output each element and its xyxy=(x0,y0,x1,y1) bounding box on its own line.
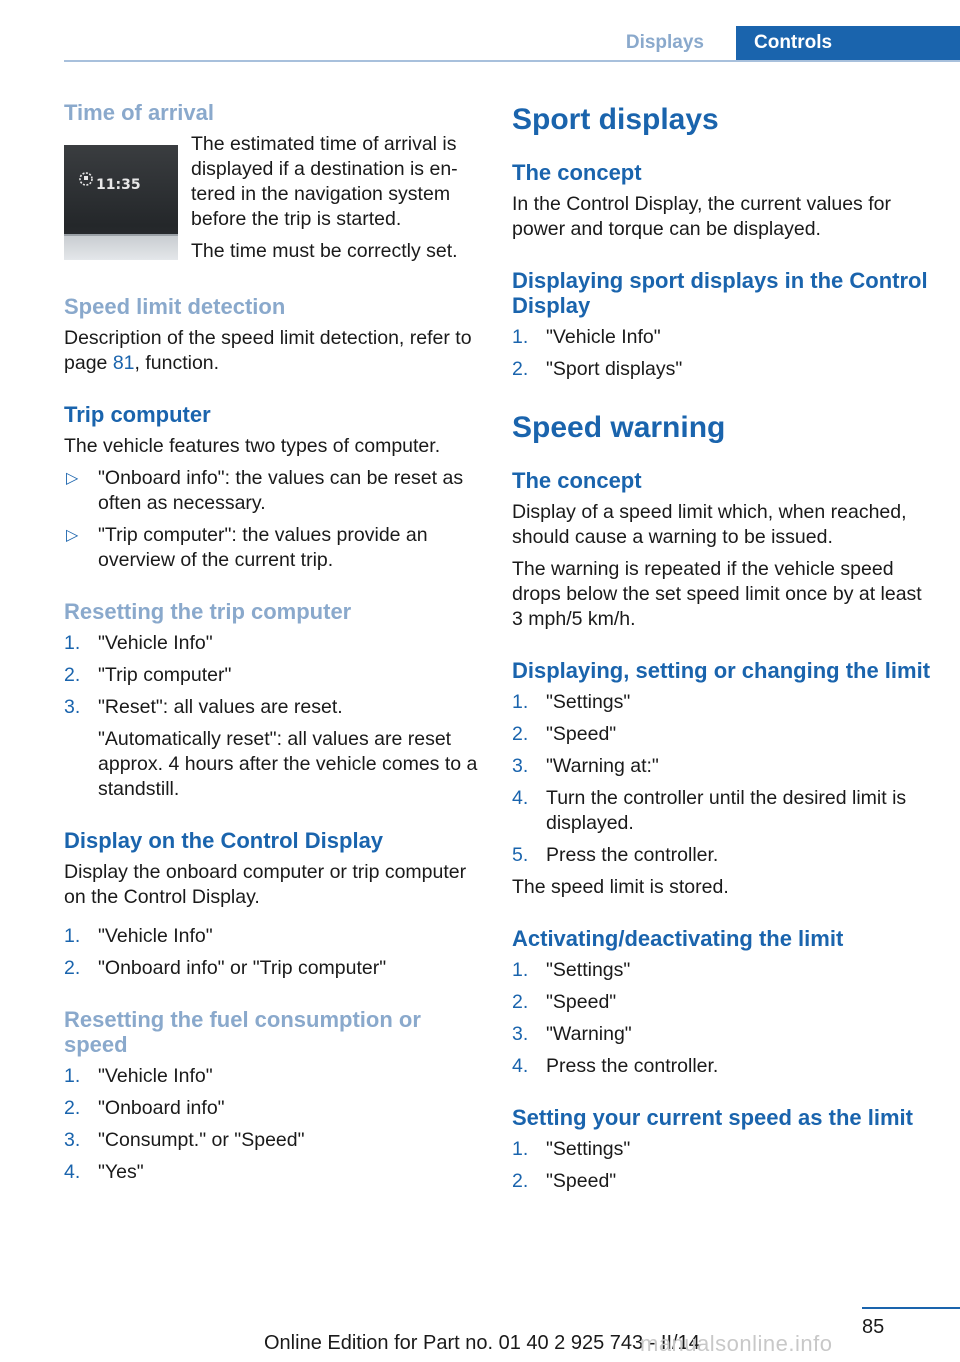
list-item xyxy=(64,1064,484,1089)
list-item-text: Turn the controller until the desired limit is displayed. xyxy=(546,787,907,834)
step-number: 3. xyxy=(512,1023,529,1045)
trip-computer-heading: Trip computer xyxy=(64,402,211,427)
step-number: 4. xyxy=(512,1055,529,1077)
page-header xyxy=(0,0,960,64)
resetting-trip-computer-heading: Resetting the trip computer xyxy=(64,599,352,624)
current-speed-limit-heading: Setting your current speed as the limit xyxy=(512,1105,913,1130)
list-item-text: "Speed" xyxy=(546,723,617,745)
list-item xyxy=(512,1022,932,1047)
step-number: 1. xyxy=(64,632,81,654)
speed-limit-text-b: , function. xyxy=(134,352,220,374)
list-item-text: "Warning" xyxy=(546,1023,632,1045)
section-tab-displays[interactable]: Displays xyxy=(625,32,704,53)
footer-rule xyxy=(862,1307,960,1309)
step-number: 4. xyxy=(512,787,529,809)
list-item xyxy=(64,523,484,573)
step-number: 1. xyxy=(64,925,81,947)
header-rule xyxy=(64,60,960,62)
step-number: 2. xyxy=(512,358,529,380)
list-item xyxy=(64,466,484,516)
current-speed-limit-steps xyxy=(512,1137,932,1194)
list-item xyxy=(512,786,932,836)
speed-limit-text-a: Description of the speed limit detection, refer to page xyxy=(64,327,472,374)
arrival-paragraph-1: The estimated time of arrival is displayed if a destination is en-tered in the navigation system before the trip is started. xyxy=(191,133,458,230)
time-of-arrival-heading: Time of arrival xyxy=(64,100,214,125)
page-reference-link[interactable]: 81 xyxy=(112,352,135,374)
auto-reset-note: "Automatically reset": all values are reset approx. 4 hours after the vehicle comes to a standstill. xyxy=(98,728,478,800)
arrival-paragraph-2: The time must be correctly set. xyxy=(191,240,458,262)
list-item xyxy=(64,956,484,981)
list-item-text: "Speed" xyxy=(546,991,617,1013)
list-item xyxy=(64,1096,484,1121)
list-item-text: "Trip computer": the values provide an overview of the current trip. xyxy=(98,524,428,571)
arrival-clock-value: 11:35 xyxy=(96,177,141,193)
left-column xyxy=(64,100,484,1185)
step-number: 1. xyxy=(512,959,529,981)
list-item xyxy=(64,695,484,720)
edition-footer: Online Edition for Part no. 01 40 2 925 743 - II/14 xyxy=(264,1332,700,1354)
list-item-text: "Reset": all values are reset. xyxy=(98,696,343,718)
list-item-text: Press the controller. xyxy=(546,1055,719,1077)
step-number: 4. xyxy=(64,1161,81,1183)
warning-concept-paragraph-2: The warning is repeated if the vehicle speed drops below the set speed limit once by at least 3 mph/5 km/h. xyxy=(512,558,922,630)
list-item xyxy=(512,722,932,747)
list-item xyxy=(512,843,932,868)
step-number: 3. xyxy=(512,755,529,777)
arrival-text xyxy=(191,125,484,264)
trip-computer-intro: The vehicle features two types of computer. xyxy=(64,435,441,457)
list-item xyxy=(64,631,484,656)
list-item-text: "Speed" xyxy=(546,1170,617,1192)
sport-concept-text: In the Control Display, the current values for power and torque can be displayed. xyxy=(512,193,891,240)
list-item-text: "Vehicle Info" xyxy=(98,632,213,654)
list-item-text: "Vehicle Info" xyxy=(546,326,661,348)
list-item-text: "Settings" xyxy=(546,691,631,713)
display-control-display-steps xyxy=(64,924,484,981)
list-item-text: Press the controller. xyxy=(546,844,719,866)
step-number: 2. xyxy=(512,991,529,1013)
list-item xyxy=(64,1128,484,1153)
image-bottom-band xyxy=(64,234,178,260)
triangle-bullet-icon: ▷ xyxy=(66,470,79,487)
speed-limit-detection-text xyxy=(64,326,484,376)
display-control-display-heading: Display on the Control Display xyxy=(64,828,384,853)
step-number: 1. xyxy=(512,326,529,348)
list-item xyxy=(512,1054,932,1079)
step-number: 2. xyxy=(64,1097,81,1119)
list-item xyxy=(64,1160,484,1185)
step-number: 1. xyxy=(512,691,529,713)
displaying-sport-displays-heading: Displaying sport displays in the Control Display xyxy=(512,268,928,318)
step-number: 3. xyxy=(64,696,81,718)
list-item xyxy=(512,1137,932,1162)
display-control-display-intro: Display the onboard computer or trip computer on the Control Display. xyxy=(64,861,467,908)
step-number: 1. xyxy=(512,1138,529,1160)
resetting-fuel-steps xyxy=(64,1064,484,1185)
list-item-text: "Vehicle Info" xyxy=(98,1065,213,1087)
trip-computer-bullets xyxy=(64,466,484,573)
list-item-text: "Sport displays" xyxy=(546,358,683,380)
step-number: 2. xyxy=(512,723,529,745)
step-number: 1. xyxy=(64,1065,81,1087)
list-item xyxy=(512,958,932,983)
watermark-text: manualsonline.info xyxy=(640,1331,833,1356)
step-number: 2. xyxy=(64,664,81,686)
limit-stored-text: The speed limit is stored. xyxy=(512,876,729,898)
sport-displays-heading: Sport displays xyxy=(512,103,719,136)
activating-limit-steps xyxy=(512,958,932,1079)
list-item-text: "Trip computer" xyxy=(98,664,232,686)
arrival-time-display-image xyxy=(64,145,178,260)
list-item-text: "Consumpt." or "Speed" xyxy=(98,1129,305,1151)
resetting-trip-computer-steps xyxy=(64,631,484,720)
list-item xyxy=(512,357,932,382)
triangle-bullet-icon: ▷ xyxy=(66,527,79,544)
step-number: 2. xyxy=(512,1170,529,1192)
sport-concept-heading: The concept xyxy=(512,160,642,185)
speed-warning-heading: Speed warning xyxy=(512,411,726,444)
list-item xyxy=(64,924,484,949)
warning-concept-heading: The concept xyxy=(512,468,642,493)
destination-flag-icon xyxy=(78,171,94,187)
right-column xyxy=(512,100,932,1194)
list-item-text: "Settings" xyxy=(546,1138,631,1160)
sport-displays-steps xyxy=(512,325,932,382)
list-item xyxy=(512,754,932,779)
setting-limit-heading: Displaying, setting or changing the limit xyxy=(512,658,931,683)
list-item xyxy=(512,690,932,715)
setting-limit-steps xyxy=(512,690,932,868)
chapter-tab-controls[interactable]: Controls xyxy=(736,26,960,62)
warning-concept-paragraph-1: Display of a speed limit which, when reached, should cause a warning to be issued. xyxy=(512,501,907,548)
list-item xyxy=(512,1169,932,1194)
activating-limit-heading: Activating/deactivating the limit xyxy=(512,926,844,951)
list-item-text: "Warning at:" xyxy=(546,755,659,777)
step-number: 2. xyxy=(64,957,81,979)
list-item xyxy=(512,325,932,350)
list-item-text: "Settings" xyxy=(546,959,631,981)
list-item-text: "Onboard info" or "Trip computer" xyxy=(98,957,387,979)
step-number: 3. xyxy=(64,1129,81,1151)
list-item xyxy=(64,663,484,688)
list-item-text: "Onboard info": the values can be reset as often as necessary. xyxy=(98,467,464,514)
list-item-text: "Onboard info" xyxy=(98,1097,225,1119)
speed-limit-detection-heading: Speed limit detection xyxy=(64,294,286,319)
list-item-text: "Yes" xyxy=(98,1161,144,1183)
step-number: 5. xyxy=(512,844,529,866)
list-item-text: "Vehicle Info" xyxy=(98,925,213,947)
page-number: 85 xyxy=(862,1316,885,1338)
time-of-arrival-section xyxy=(64,100,484,264)
list-item xyxy=(512,990,932,1015)
resetting-fuel-heading: Resetting the fuel consumption or speed xyxy=(64,1007,421,1057)
